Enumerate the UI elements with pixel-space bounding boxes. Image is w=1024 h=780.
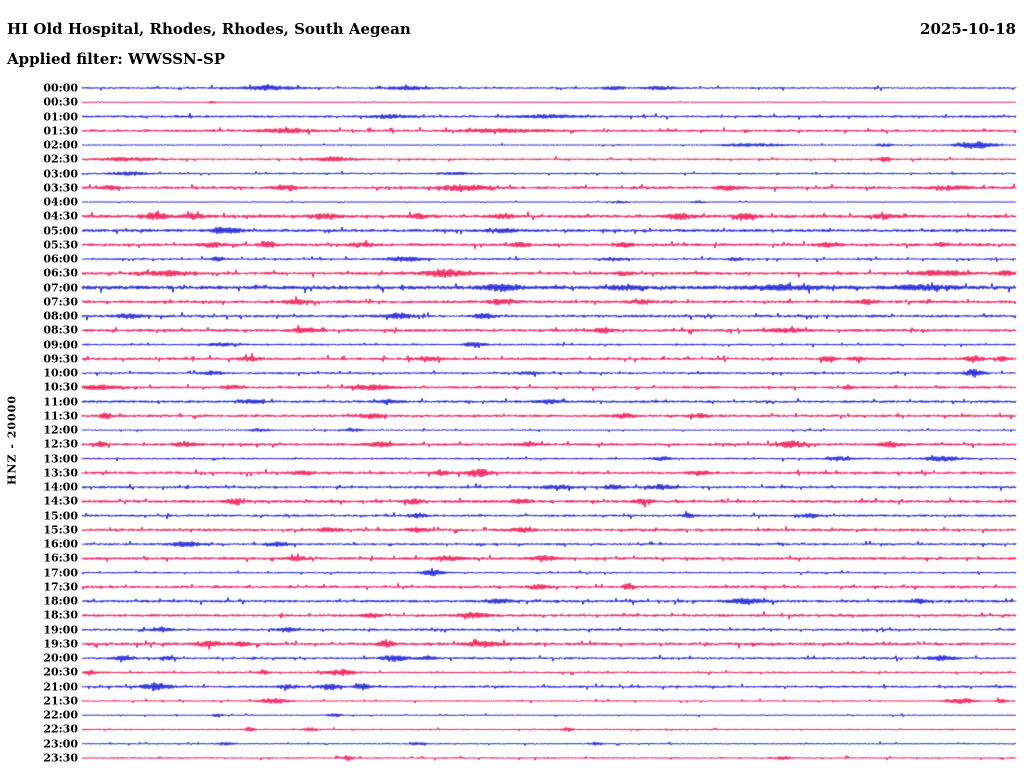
time-label: 23:30 <box>43 751 78 765</box>
time-label: 08:00 <box>43 309 78 323</box>
time-label: 09:00 <box>43 338 78 352</box>
time-label: 15:00 <box>43 509 78 523</box>
time-label: 00:30 <box>43 95 78 109</box>
time-label: 16:00 <box>43 537 78 551</box>
time-label: 02:00 <box>43 138 78 152</box>
time-label: 09:30 <box>43 352 78 366</box>
channel-amplitude-label: HNZ - 20000 <box>5 395 19 485</box>
time-label: 11:00 <box>43 395 78 409</box>
time-label: 05:30 <box>43 238 78 252</box>
time-label: 21:30 <box>43 694 78 708</box>
time-label: 06:30 <box>43 266 78 280</box>
time-label: 01:00 <box>43 110 78 123</box>
time-label: 14:30 <box>43 494 78 508</box>
time-label: 05:00 <box>43 224 78 238</box>
time-label: 22:30 <box>43 722 78 736</box>
time-label: 16:30 <box>43 551 78 565</box>
plot-date: 2025-10-18 <box>920 20 1016 38</box>
time-label: 19:00 <box>43 623 78 637</box>
time-label: 12:00 <box>43 423 78 437</box>
time-label: 15:30 <box>43 523 78 537</box>
time-label: 02:30 <box>43 152 78 166</box>
time-label: 00:00 <box>43 81 78 95</box>
time-label: 21:00 <box>43 680 78 694</box>
time-label: 13:00 <box>43 452 78 466</box>
time-label: 03:00 <box>43 167 78 181</box>
time-label: 07:30 <box>43 295 78 309</box>
time-label: 07:00 <box>43 281 78 295</box>
time-label: 04:00 <box>43 195 78 209</box>
time-label: 11:30 <box>43 409 78 423</box>
time-label: 20:30 <box>43 665 78 679</box>
time-label: 08:30 <box>43 323 78 337</box>
time-label: 19:30 <box>43 637 78 651</box>
time-label: 10:00 <box>43 366 78 380</box>
station-title: HI Old Hospital, Rhodes, Rhodes, South Aegean <box>7 20 411 38</box>
time-label: 14:00 <box>43 480 78 494</box>
time-label: 13:30 <box>43 466 78 480</box>
applied-filter-label: Applied filter: WWSSN-SP <box>7 50 226 68</box>
time-label: 18:00 <box>43 594 78 608</box>
time-label: 04:30 <box>43 209 78 223</box>
time-label: 01:30 <box>43 124 78 138</box>
time-label: 18:30 <box>43 608 78 622</box>
time-label: 17:30 <box>43 580 78 594</box>
time-label: 23:00 <box>43 737 78 751</box>
time-label: 06:00 <box>43 252 78 266</box>
time-label: 03:30 <box>43 181 78 195</box>
time-label: 20:00 <box>43 651 78 665</box>
time-label: 22:00 <box>43 708 78 722</box>
time-label: 12:30 <box>43 437 78 451</box>
time-label: 10:30 <box>43 380 78 394</box>
time-label: 17:00 <box>43 566 78 580</box>
